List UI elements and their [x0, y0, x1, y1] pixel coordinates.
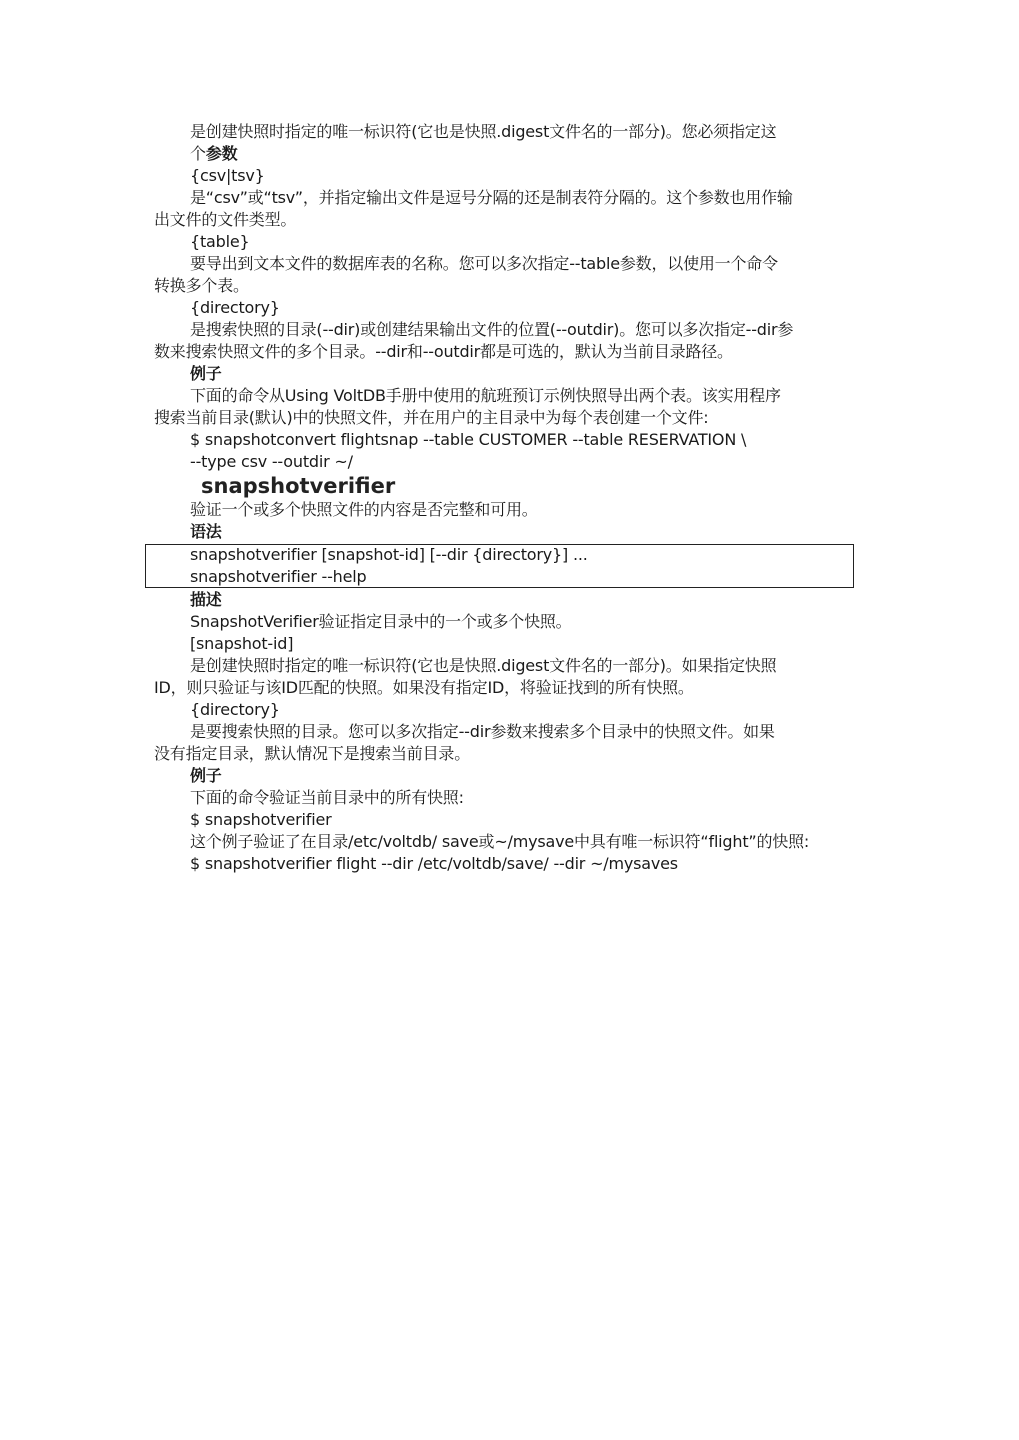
verifier-example-command-2: $ snapshotverifier flight --dir /etc/voltdb/save/ --dir ~/mysaves: [190, 854, 678, 873]
params-heading: 参数: [205, 144, 238, 163]
param-directory-name: {directory}: [190, 298, 280, 317]
example-heading: 例子: [190, 364, 222, 383]
verifier-example-heading: 例子: [190, 766, 222, 785]
param-verifier-directory-desc-2: 没有指定目录，默认情况下是搜索当前目录。: [154, 744, 471, 763]
example-command-1: $ snapshotconvert flightsnap --table CUSTOMER --table RESERVATION \: [190, 430, 747, 449]
param-directory-desc-2: 数来搜索快照文件的多个目录。--dir和--outdir都是可选的，默认为当前目录路径。: [154, 342, 733, 361]
verifier-example-command-1: $ snapshotverifier: [190, 810, 332, 829]
description-heading: 描述: [190, 590, 222, 609]
param-snapshot-id-name: [snapshot-id]: [190, 634, 294, 653]
param-table-desc-1: 要导出到文本文件的数据库表的名称。您可以多次指定--table参数，以使用一个命令: [190, 254, 778, 273]
syntax-line-2: snapshotverifier --help: [190, 567, 367, 586]
param-csv-tsv-desc-2: 出文件的文件类型。: [154, 210, 297, 229]
intro-line-2: [190, 143, 237, 165]
param-table-desc-2: 转换多个表。: [154, 276, 249, 295]
param-csv-tsv-name: {csv|tsv}: [190, 166, 265, 185]
intro-line-1: 是创建快照时指定的唯一标识符(它也是快照.digest文件名的一部分)。您必须指定这: [190, 122, 777, 141]
description-text: SnapshotVerifier验证指定目录中的一个或多个快照。: [190, 612, 572, 631]
section-summary: 验证一个或多个快照文件的内容是否完整和可用。: [190, 500, 538, 519]
intro-line-2-prefix: 个: [190, 144, 206, 163]
param-directory-desc-1: 是搜索快照的目录(--dir)或创建结果输出文件的位置(--outdir)。您可以多次指定--dir参: [190, 320, 794, 339]
example-desc-2: 搜索当前目录(默认)中的快照文件，并在用户的主目录中为每个表创建一个文件:: [154, 408, 709, 427]
section-title: snapshotverifier: [201, 474, 396, 498]
syntax-line-1: snapshotverifier [snapshot-id] [--dir {directory}] ...: [190, 545, 588, 564]
example-command-2: --type csv --outdir ~/: [190, 452, 353, 471]
param-verifier-directory-desc-1: 是要搜索快照的目录。您可以多次指定--dir参数来搜索多个目录中的快照文件。如果: [190, 722, 775, 741]
example-desc-1: 下面的命令从Using VoltDB手册中使用的航班预订示例快照导出两个表。该实用程序: [190, 386, 781, 405]
syntax-heading: 语法: [190, 522, 222, 541]
verifier-example-desc-2: 这个例子验证了在目录/etc/voltdb/ save或~/mysave中具有唯一标识符“flight”的快照:: [190, 832, 810, 851]
verifier-example-desc-1: 下面的命令验证当前目录中的所有快照:: [190, 788, 464, 807]
param-csv-tsv-desc-1: 是“csv”或“tsv”，并指定输出文件是逗号分隔的还是制表符分隔的。这个参数也用作输: [190, 188, 793, 207]
param-table-name: {table}: [190, 232, 250, 251]
param-verifier-directory-name: {directory}: [190, 700, 280, 719]
param-snapshot-id-desc-1: 是创建快照时指定的唯一标识符(它也是快照.digest文件名的一部分)。如果指定快照: [190, 656, 777, 675]
param-snapshot-id-desc-2: ID，则只验证与该ID匹配的快照。如果没有指定ID，将验证找到的所有快照。: [154, 678, 694, 697]
